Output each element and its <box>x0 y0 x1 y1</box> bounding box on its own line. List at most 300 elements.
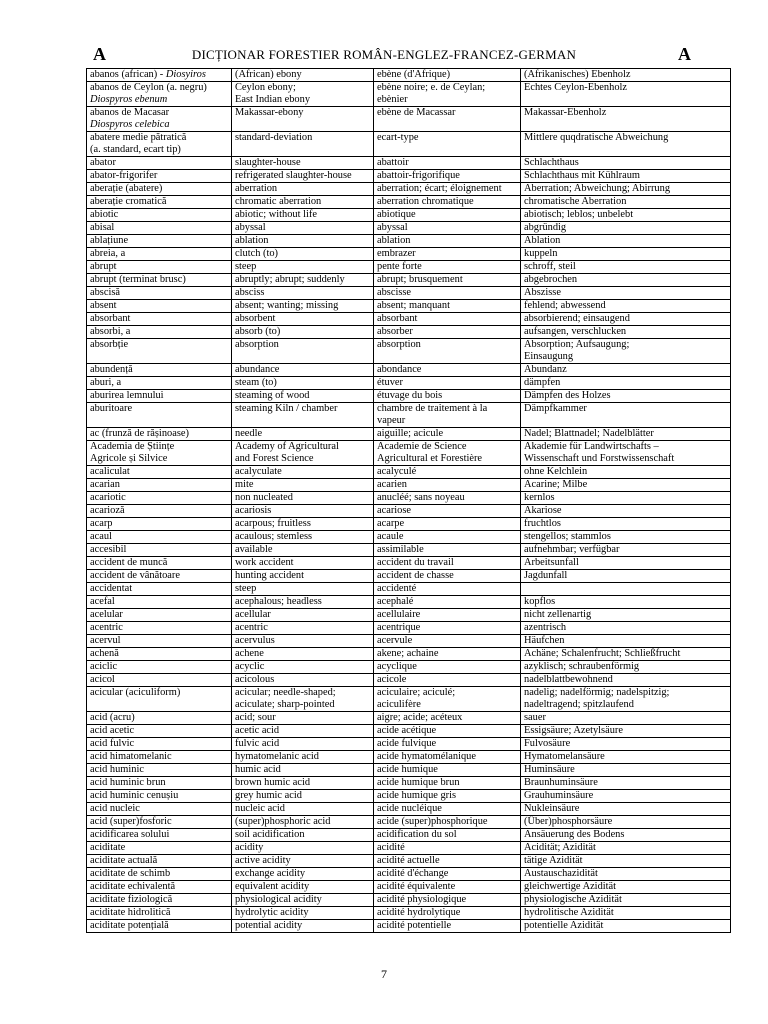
cell-french <box>374 544 521 557</box>
cell-english-text: exchange acidity <box>235 868 306 879</box>
cell-english-text: acicular; needle-shaped; <box>235 687 336 698</box>
table-row <box>87 764 731 777</box>
cell-french <box>374 107 521 132</box>
cell-english-text: acicolous <box>235 674 275 685</box>
cell-german-text: Essigsäure; Azetylsäure <box>524 725 623 736</box>
cell-french <box>374 196 521 209</box>
cell-german-text: Achäne; Schalenfrucht; Schließfrucht <box>524 648 681 659</box>
cell-french-text: acaule <box>377 531 404 542</box>
cell-romanian <box>87 492 232 505</box>
cell-german <box>521 583 731 596</box>
cell-french-text: étuvage du bois <box>377 390 443 401</box>
cell-french <box>374 596 521 609</box>
cell-french-text: acarpe <box>377 518 405 529</box>
cell-german <box>521 339 731 364</box>
header-letter-left: A <box>93 44 106 64</box>
cell-german <box>521 170 731 183</box>
cell-english-text: acaulous; stemless <box>235 531 313 542</box>
table-row <box>87 816 731 829</box>
cell-german <box>521 531 731 544</box>
cell-german-text: Braunhuminsäure <box>524 777 598 788</box>
cell-romanian-text: acefal <box>90 596 115 607</box>
cell-french <box>374 82 521 107</box>
cell-romanian-text: aberație (abatere) <box>90 183 163 194</box>
cell-english <box>232 248 374 261</box>
cell-german <box>521 479 731 492</box>
table-row <box>87 300 731 313</box>
cell-english <box>232 842 374 855</box>
cell-french-text: accident du travail <box>377 557 454 568</box>
cell-french-text: abattoir <box>377 157 409 168</box>
cell-english-text: grey humic acid <box>235 790 302 801</box>
cell-romanian <box>87 596 232 609</box>
cell-english <box>232 725 374 738</box>
cell-romanian <box>87 751 232 764</box>
cell-english-text: acervulus <box>235 635 275 646</box>
cell-french <box>374 492 521 505</box>
cell-french-text: aciculaire; aciculé; <box>377 687 456 698</box>
cell-romanian-text: acentric <box>90 622 123 633</box>
cell-german-text: nadelig; nadelförmig; nadelspitzig; <box>524 687 670 698</box>
cell-english-text: acetic acid <box>235 725 280 736</box>
cell-french <box>374 609 521 622</box>
cell-french <box>374 920 521 933</box>
cell-english-text: acarpous; fruitless <box>235 518 311 529</box>
table-row <box>87 751 731 764</box>
dictionary-table-body <box>87 69 731 933</box>
cell-romanian <box>87 261 232 274</box>
cell-french <box>374 209 521 222</box>
table-row <box>87 790 731 803</box>
cell-french <box>374 300 521 313</box>
cell-french-text: Academie de Science <box>377 441 467 452</box>
cell-french <box>374 274 521 287</box>
cell-german <box>521 107 731 132</box>
table-row <box>87 261 731 274</box>
table-row <box>87 107 731 132</box>
cell-french-text: acalyculé <box>377 466 417 477</box>
cell-romanian <box>87 326 232 339</box>
cell-french-text: ebène de Macassar <box>377 107 456 118</box>
table-row <box>87 287 731 300</box>
cell-french-text: acidité hydrolytique <box>377 907 461 918</box>
cell-romanian-text: achenă <box>90 648 119 659</box>
cell-german <box>521 764 731 777</box>
cell-german <box>521 596 731 609</box>
table-row <box>87 583 731 596</box>
cell-romanian-text: aciditate actuală <box>90 855 158 866</box>
cell-french-text: abscisse <box>377 287 412 298</box>
cell-french-text: acidité physiologique <box>377 894 467 905</box>
table-row <box>87 531 731 544</box>
cell-german <box>521 894 731 907</box>
cell-english <box>232 674 374 687</box>
cell-german-text: Schlachthaus <box>524 157 579 168</box>
cell-romanian-text: (a. standard, ecart tip) <box>90 144 181 155</box>
cell-romanian-text: aciditate <box>90 842 126 853</box>
table-row <box>87 132 731 157</box>
table-row <box>87 364 731 377</box>
table-row <box>87 738 731 751</box>
table-row <box>87 609 731 622</box>
cell-romanian <box>87 661 232 674</box>
cell-german <box>521 518 731 531</box>
cell-romanian <box>87 687 232 712</box>
table-row <box>87 518 731 531</box>
cell-german <box>521 390 731 403</box>
cell-english-text: soil acidification <box>235 829 305 840</box>
cell-romanian <box>87 648 232 661</box>
cell-romanian-text: acid (acru) <box>90 712 135 723</box>
cell-english-text: steaming Kiln / chamber <box>235 403 338 414</box>
cell-french <box>374 132 521 157</box>
cell-german-text: kernlos <box>524 492 555 503</box>
cell-english <box>232 300 374 313</box>
cell-english-text: standard-deviation <box>235 132 313 143</box>
table-row <box>87 82 731 107</box>
cell-german <box>521 751 731 764</box>
cell-german-text: Hymatomelansäure <box>524 751 605 762</box>
cell-romanian-text: absorbție <box>90 339 129 350</box>
table-row <box>87 648 731 661</box>
cell-german <box>521 907 731 920</box>
cell-romanian <box>87 274 232 287</box>
cell-english <box>232 339 374 364</box>
cell-german <box>521 505 731 518</box>
cell-french-text: ecart-type <box>377 132 419 143</box>
cell-french <box>374 339 521 364</box>
cell-english <box>232 868 374 881</box>
cell-french-text: acide humique gris <box>377 790 457 801</box>
table-row <box>87 339 731 364</box>
cell-german-text: Jagdunfall <box>524 570 568 581</box>
cell-english-text: hunting accident <box>235 570 304 581</box>
table-row <box>87 209 731 222</box>
cell-romanian <box>87 69 232 82</box>
cell-french-text: akene; achaine <box>377 648 439 659</box>
cell-french <box>374 377 521 390</box>
cell-german-text: Acidität; Azidität <box>524 842 596 853</box>
cell-english-text: absciss <box>235 287 265 298</box>
cell-english <box>232 492 374 505</box>
cell-english-text: steaming of wood <box>235 390 310 401</box>
cell-german <box>521 209 731 222</box>
table-row <box>87 466 731 479</box>
table-row <box>87 622 731 635</box>
cell-english <box>232 712 374 725</box>
cell-german <box>521 725 731 738</box>
cell-french-text: acellulaire <box>377 609 421 620</box>
cell-german <box>521 855 731 868</box>
cell-romanian <box>87 183 232 196</box>
table-row <box>87 803 731 816</box>
cell-french <box>374 441 521 466</box>
cell-french-text: ebène (d'Afrique) <box>377 69 451 80</box>
cell-german-text: aufsangen, verschlucken <box>524 326 627 337</box>
cell-german-text: Ablation <box>524 235 561 246</box>
cell-romanian-text: Agricole și Silvice <box>90 453 168 464</box>
cell-romanian <box>87 222 232 235</box>
cell-english-text: Ceylon ebony; <box>235 82 296 93</box>
cell-french <box>374 170 521 183</box>
cell-german-text: gleichwertige Azidität <box>524 881 617 892</box>
cell-english-text: work accident <box>235 557 294 568</box>
cell-romanian-text: abundență <box>90 364 133 375</box>
table-row <box>87 183 731 196</box>
cell-french <box>374 157 521 170</box>
cell-french <box>374 751 521 764</box>
cell-english <box>232 920 374 933</box>
cell-romanian <box>87 842 232 855</box>
cell-romanian-text: acarioză <box>90 505 125 516</box>
cell-english-text: steep <box>235 261 257 272</box>
cell-german-text: stengellos; stammlos <box>524 531 611 542</box>
cell-english-text: clutch (to) <box>235 248 278 259</box>
cell-french <box>374 313 521 326</box>
cell-romanian <box>87 674 232 687</box>
cell-french <box>374 829 521 842</box>
cell-german <box>521 183 731 196</box>
page-header <box>0 44 768 64</box>
cell-english-text: abyssal <box>235 222 266 233</box>
cell-english-text: Academy of Agricultural <box>235 441 339 452</box>
cell-romanian <box>87 132 232 157</box>
table-row <box>87 505 731 518</box>
table-row <box>87 570 731 583</box>
cell-english-text: steep <box>235 583 257 594</box>
cell-english <box>232 196 374 209</box>
cell-english-text: ablation <box>235 235 269 246</box>
cell-german <box>521 648 731 661</box>
cell-romanian-text: aciditate de schimb <box>90 868 171 879</box>
cell-german <box>521 428 731 441</box>
cell-french-text: abondance <box>377 364 422 375</box>
cell-english <box>232 687 374 712</box>
cell-french <box>374 428 521 441</box>
cell-english-text: hydrolytic acidity <box>235 907 309 918</box>
table-row <box>87 479 731 492</box>
cell-german-text: Akademie für Landwirtschafts – <box>524 441 659 452</box>
cell-german-text: fehlend; abwessend <box>524 300 606 311</box>
cell-german <box>521 261 731 274</box>
cell-german-text: ohne Kelchlein <box>524 466 588 477</box>
cell-german-text: dämpfen <box>524 377 561 388</box>
cell-english-text: (super)phosphoric acid <box>235 816 331 827</box>
table-row <box>87 920 731 933</box>
cell-english-text: humic acid <box>235 764 281 775</box>
cell-french <box>374 248 521 261</box>
cell-german-text: Akariose <box>524 505 562 516</box>
cell-french <box>374 479 521 492</box>
cell-english <box>232 479 374 492</box>
cell-french <box>374 725 521 738</box>
cell-romanian <box>87 157 232 170</box>
table-row <box>87 674 731 687</box>
cell-french-text: absorber <box>377 326 413 337</box>
cell-romanian-text: abanos (african) - <box>90 69 166 80</box>
cell-french-text: aciculifère <box>377 699 421 710</box>
cell-french <box>374 855 521 868</box>
cell-romanian-text: acaul <box>90 531 112 542</box>
cell-german <box>521 557 731 570</box>
table-row <box>87 428 731 441</box>
cell-romanian <box>87 531 232 544</box>
cell-german-text: fruchtlos <box>524 518 561 529</box>
cell-english <box>232 132 374 157</box>
cell-romanian-text: Diospyros celebica <box>90 119 170 130</box>
cell-german <box>521 82 731 107</box>
table-row <box>87 661 731 674</box>
cell-english <box>232 570 374 583</box>
table-row <box>87 157 731 170</box>
cell-french-text: aiguille; acicule <box>377 428 444 439</box>
cell-french <box>374 390 521 403</box>
cell-french-text: acide humique brun <box>377 777 460 788</box>
table-row <box>87 894 731 907</box>
cell-romanian-text: acid huminic cenușiu <box>90 790 179 801</box>
table-row <box>87 248 731 261</box>
cell-french <box>374 287 521 300</box>
cell-romanian <box>87 466 232 479</box>
cell-romanian-text: acaliculat <box>90 466 130 477</box>
cell-romanian <box>87 803 232 816</box>
cell-english <box>232 661 374 674</box>
cell-french-text: absent; manquant <box>377 300 451 311</box>
cell-german <box>521 132 731 157</box>
cell-english-text: nucleic acid <box>235 803 285 814</box>
cell-romanian <box>87 609 232 622</box>
cell-german-text: Abundanz <box>524 364 567 375</box>
cell-english-text: available <box>235 544 273 555</box>
cell-romanian-text: accident de muncă <box>90 557 168 568</box>
cell-german <box>521 441 731 466</box>
dictionary-table <box>86 68 731 933</box>
cell-romanian-text: acid huminic brun <box>90 777 166 788</box>
table-row <box>87 544 731 557</box>
cell-german <box>521 196 731 209</box>
cell-german-text: schroff, steil <box>524 261 576 272</box>
cell-english <box>232 441 374 466</box>
cell-romanian-text: absorbi, a <box>90 326 131 337</box>
cell-german <box>521 492 731 505</box>
cell-english <box>232 583 374 596</box>
cell-german <box>521 816 731 829</box>
cell-english <box>232 222 374 235</box>
cell-german-text: abiotisch; leblos; unbelebt <box>524 209 634 220</box>
cell-english <box>232 622 374 635</box>
cell-romanian <box>87 557 232 570</box>
cell-romanian-text: aberație cromatică <box>90 196 167 207</box>
cell-german-text: Huminsäure <box>524 764 575 775</box>
cell-french-text: acyclique <box>377 661 417 672</box>
cell-german-text: Aberration; Abweichung; Abirrung <box>524 183 671 194</box>
header-letter-right: A <box>678 44 691 64</box>
cell-german <box>521 881 731 894</box>
cell-german-text: Nadel; Blattnadel; Nadelblätter <box>524 428 654 439</box>
cell-french <box>374 69 521 82</box>
cell-romanian-text: aburitoare <box>90 403 133 414</box>
cell-english <box>232 855 374 868</box>
cell-german-text: Mittlere quqdratische Abweichung <box>524 132 669 143</box>
cell-english-text: chromatic aberration <box>235 196 322 207</box>
cell-german-text: Echtes Ceylon-Ebenholz <box>524 82 628 93</box>
cell-french-text: acidité <box>377 842 405 853</box>
cell-german-text: nadeltragend; spitzlaufend <box>524 699 634 710</box>
cell-french <box>374 674 521 687</box>
cell-german-text: Ansäuerung des Bodens <box>524 829 625 840</box>
cell-french-text: pente forte <box>377 261 422 272</box>
cell-french-text: acide (super)phosphorique <box>377 816 488 827</box>
cell-romanian-text: abator-frigorifer <box>90 170 158 181</box>
cell-romanian <box>87 894 232 907</box>
cell-german-text: (Afrikanisches) Ebenholz <box>524 69 631 80</box>
cell-romanian-text: acid (super)fosforic <box>90 816 172 827</box>
cell-french <box>374 764 521 777</box>
cell-german-text: Einsaugung <box>524 351 574 362</box>
cell-romanian <box>87 881 232 894</box>
cell-english <box>232 635 374 648</box>
cell-german <box>521 287 731 300</box>
cell-german <box>521 790 731 803</box>
cell-french-text: Agricultural et Forestière <box>377 453 483 464</box>
cell-english <box>232 69 374 82</box>
cell-english-text: and Forest Science <box>235 453 314 464</box>
cell-french-text: acide humique <box>377 764 438 775</box>
cell-romanian <box>87 635 232 648</box>
cell-romanian-text: aciditate hidrolitică <box>90 907 171 918</box>
cell-french <box>374 183 521 196</box>
table-row <box>87 842 731 855</box>
table-row <box>87 596 731 609</box>
cell-french <box>374 235 521 248</box>
cell-french <box>374 222 521 235</box>
cell-romanian-text: acelular <box>90 609 123 620</box>
cell-german-text: potentielle Azidität <box>524 920 604 931</box>
cell-french-text: acicole <box>377 674 407 685</box>
cell-german <box>521 544 731 557</box>
cell-german <box>521 687 731 712</box>
cell-french <box>374 881 521 894</box>
cell-french-text: abiotique <box>377 209 416 220</box>
cell-romanian-text: abiotic <box>90 209 119 220</box>
cell-german-text: kuppeln <box>524 248 558 259</box>
cell-english-text: slaughter-house <box>235 157 301 168</box>
cell-romanian-text: acid huminic <box>90 764 144 775</box>
cell-german <box>521 842 731 855</box>
cell-english <box>232 403 374 428</box>
cell-romanian <box>87 248 232 261</box>
table-row <box>87 69 731 82</box>
cell-romanian <box>87 725 232 738</box>
cell-english-text: acalyculate <box>235 466 282 477</box>
cell-french-text: acarien <box>377 479 407 490</box>
cell-french-text: aberration chromatique <box>377 196 474 207</box>
table-row <box>87 712 731 725</box>
cell-romanian-text: aciditate echivalentă <box>90 881 176 892</box>
table-row <box>87 235 731 248</box>
cell-german <box>521 803 731 816</box>
cell-german <box>521 466 731 479</box>
cell-french <box>374 687 521 712</box>
table-row <box>87 222 731 235</box>
cell-german <box>521 248 731 261</box>
cell-romanian-text: aburirea lemnului <box>90 390 164 401</box>
cell-english <box>232 596 374 609</box>
cell-english-text: acentric <box>235 622 268 633</box>
cell-german-text: Wissenschaft und Forstwissenschaft <box>524 453 675 464</box>
cell-french <box>374 907 521 920</box>
cell-romanian <box>87 505 232 518</box>
